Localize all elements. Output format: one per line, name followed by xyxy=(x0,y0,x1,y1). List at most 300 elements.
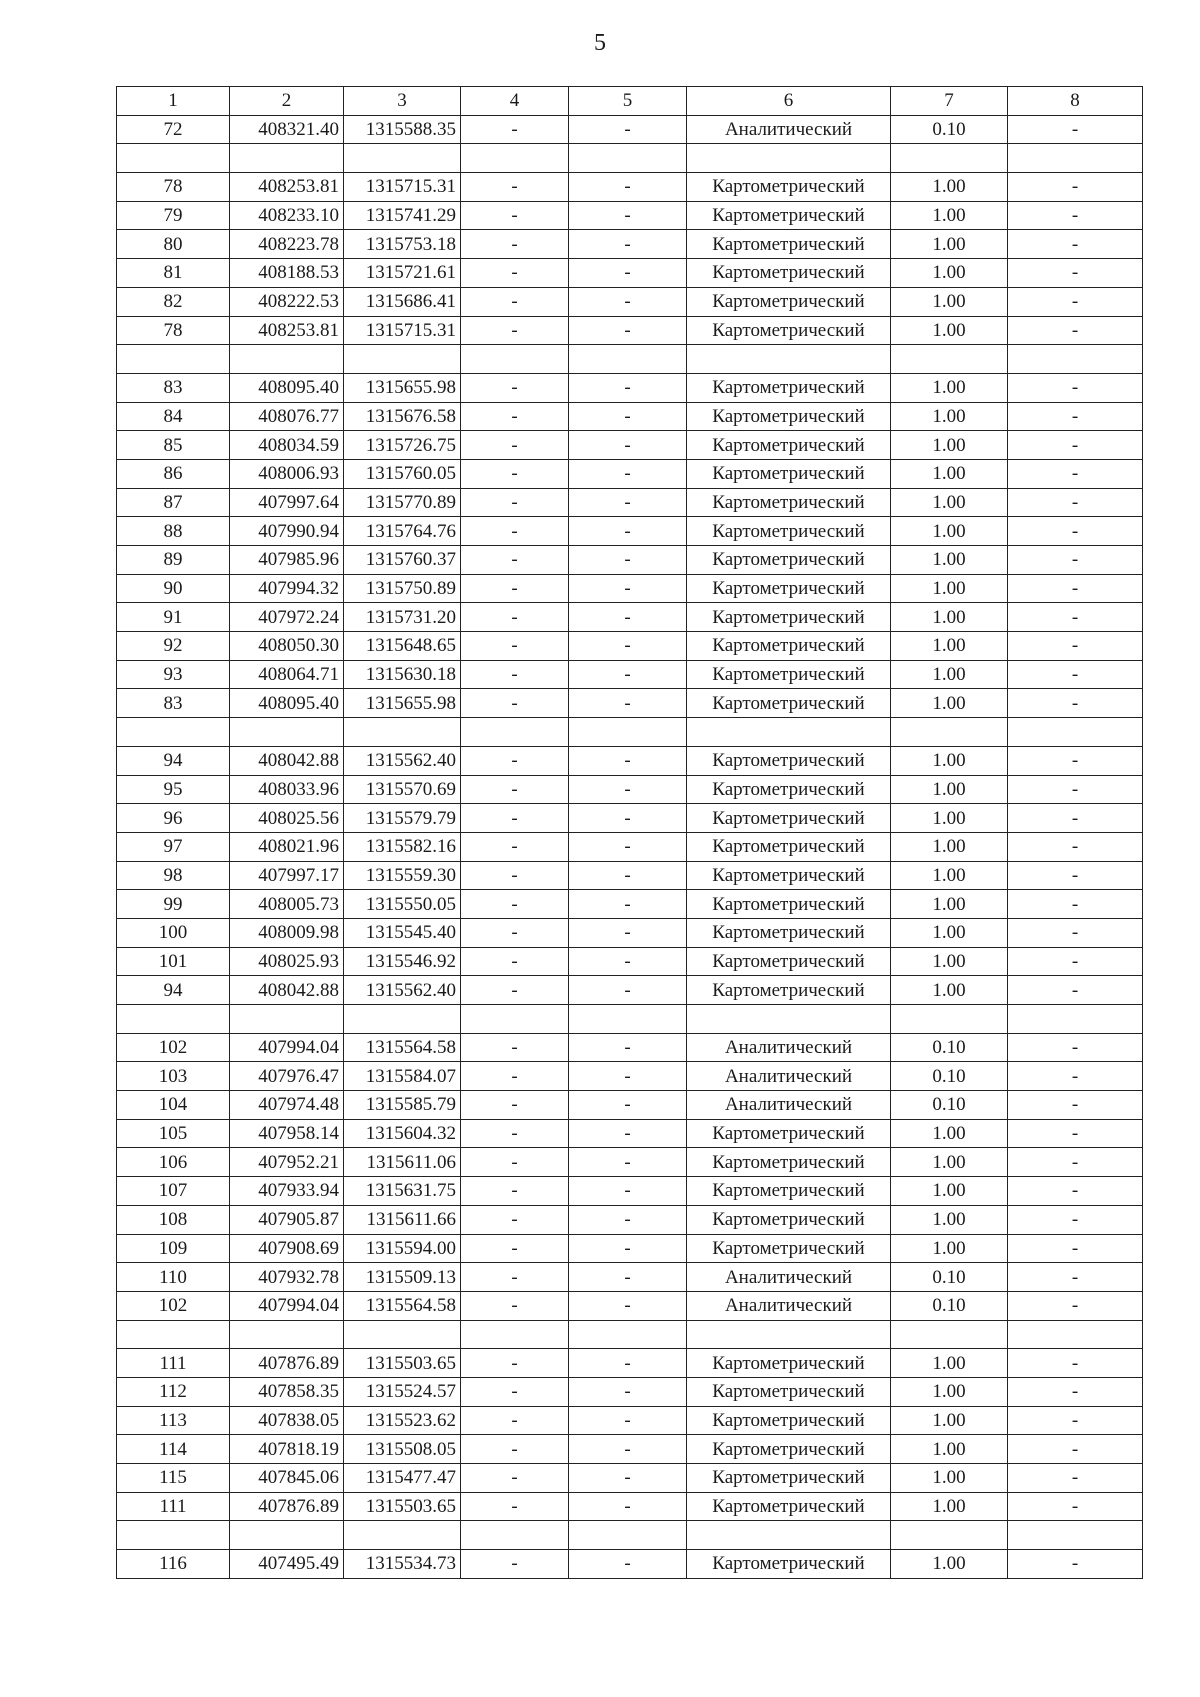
accuracy-cell: 1.00 xyxy=(891,947,1008,976)
point-number-cell: 112 xyxy=(117,1377,230,1406)
accuracy-cell: 1.00 xyxy=(891,259,1008,288)
x-coordinate-cell: 408253.81 xyxy=(230,316,344,345)
col5-cell: - xyxy=(569,1205,687,1234)
col5-cell: - xyxy=(569,1033,687,1062)
empty-cell xyxy=(1008,1005,1143,1034)
x-coordinate-cell: 408009.98 xyxy=(230,918,344,947)
col4-cell: - xyxy=(461,1205,569,1234)
accuracy-cell: 1.00 xyxy=(891,1377,1008,1406)
table-row xyxy=(117,1377,1143,1406)
col5-cell: - xyxy=(569,1349,687,1378)
accuracy-cell: 1.00 xyxy=(891,1349,1008,1378)
col4-cell: - xyxy=(461,230,569,259)
method-cell: Картометрический xyxy=(687,746,891,775)
x-coordinate-cell: 408042.88 xyxy=(230,746,344,775)
method-cell: Картометрический xyxy=(687,603,891,632)
method-cell: Картометрический xyxy=(687,230,891,259)
col4-cell: - xyxy=(461,1349,569,1378)
x-coordinate-cell: 408025.56 xyxy=(230,804,344,833)
x-coordinate-cell: 407994.04 xyxy=(230,1033,344,1062)
col5-cell: - xyxy=(569,230,687,259)
table-row xyxy=(117,890,1143,919)
point-number-cell: 79 xyxy=(117,201,230,230)
empty-cell xyxy=(687,1521,891,1550)
col4-cell: - xyxy=(461,746,569,775)
col8-cell: - xyxy=(1008,1377,1143,1406)
table-row xyxy=(117,488,1143,517)
separator-row xyxy=(117,345,1143,374)
method-cell: Картометрический xyxy=(687,1234,891,1263)
col5-cell: - xyxy=(569,517,687,546)
table-row xyxy=(117,1205,1143,1234)
empty-cell xyxy=(117,1320,230,1349)
x-coordinate-cell: 407997.17 xyxy=(230,861,344,890)
x-coordinate-cell: 408025.93 xyxy=(230,947,344,976)
point-number-cell: 110 xyxy=(117,1263,230,1292)
method-cell: Картометрический xyxy=(687,1377,891,1406)
point-number-cell: 91 xyxy=(117,603,230,632)
x-coordinate-cell: 407876.89 xyxy=(230,1492,344,1521)
y-coordinate-cell: 1315631.75 xyxy=(344,1177,461,1206)
method-cell: Картометрический xyxy=(687,173,891,202)
table-row xyxy=(117,316,1143,345)
empty-cell xyxy=(891,1005,1008,1034)
point-number-cell: 92 xyxy=(117,632,230,661)
header-cell: 7 xyxy=(891,87,1008,116)
x-coordinate-cell: 407818.19 xyxy=(230,1435,344,1464)
accuracy-cell: 1.00 xyxy=(891,804,1008,833)
y-coordinate-cell: 1315594.00 xyxy=(344,1234,461,1263)
col5-cell: - xyxy=(569,1291,687,1320)
accuracy-cell: 1.00 xyxy=(891,689,1008,718)
col4-cell: - xyxy=(461,1550,569,1579)
col8-cell: - xyxy=(1008,1550,1143,1579)
empty-cell xyxy=(461,144,569,173)
y-coordinate-cell: 1315764.76 xyxy=(344,517,461,546)
col5-cell: - xyxy=(569,115,687,144)
empty-cell xyxy=(891,1521,1008,1550)
empty-cell xyxy=(891,1320,1008,1349)
accuracy-cell: 1.00 xyxy=(891,632,1008,661)
col4-cell: - xyxy=(461,1119,569,1148)
table-row xyxy=(117,632,1143,661)
point-number-cell: 78 xyxy=(117,316,230,345)
empty-cell xyxy=(461,1320,569,1349)
accuracy-cell: 1.00 xyxy=(891,603,1008,632)
point-number-cell: 103 xyxy=(117,1062,230,1091)
method-cell: Картометрический xyxy=(687,287,891,316)
x-coordinate-cell: 408188.53 xyxy=(230,259,344,288)
point-number-cell: 98 xyxy=(117,861,230,890)
empty-cell xyxy=(891,718,1008,747)
col4-cell: - xyxy=(461,1377,569,1406)
header-cell: 5 xyxy=(569,87,687,116)
y-coordinate-cell: 1315611.06 xyxy=(344,1148,461,1177)
point-number-cell: 95 xyxy=(117,775,230,804)
col8-cell: - xyxy=(1008,603,1143,632)
method-cell: Аналитический xyxy=(687,1291,891,1320)
y-coordinate-cell: 1315676.58 xyxy=(344,402,461,431)
x-coordinate-cell: 408021.96 xyxy=(230,832,344,861)
accuracy-cell: 1.00 xyxy=(891,746,1008,775)
method-cell: Картометрический xyxy=(687,574,891,603)
empty-cell xyxy=(461,718,569,747)
method-cell: Картометрический xyxy=(687,890,891,919)
point-number-cell: 85 xyxy=(117,431,230,460)
col4-cell: - xyxy=(461,546,569,575)
page-number: 5 xyxy=(594,30,606,56)
x-coordinate-cell: 407994.04 xyxy=(230,1291,344,1320)
col5-cell: - xyxy=(569,173,687,202)
y-coordinate-cell: 1315721.61 xyxy=(344,259,461,288)
col8-cell: - xyxy=(1008,488,1143,517)
table-row xyxy=(117,1119,1143,1148)
col8-cell: - xyxy=(1008,746,1143,775)
col4-cell: - xyxy=(461,804,569,833)
table-row xyxy=(117,1263,1143,1292)
col4-cell: - xyxy=(461,1062,569,1091)
point-number-cell: 100 xyxy=(117,918,230,947)
table-row xyxy=(117,1464,1143,1493)
table-row xyxy=(117,230,1143,259)
y-coordinate-cell: 1315604.32 xyxy=(344,1119,461,1148)
y-coordinate-cell: 1315588.35 xyxy=(344,115,461,144)
x-coordinate-cell: 408233.10 xyxy=(230,201,344,230)
point-number-cell: 83 xyxy=(117,373,230,402)
table-row xyxy=(117,976,1143,1005)
table-row xyxy=(117,1234,1143,1263)
method-cell: Картометрический xyxy=(687,918,891,947)
col8-cell: - xyxy=(1008,1119,1143,1148)
col4-cell: - xyxy=(461,316,569,345)
col5-cell: - xyxy=(569,1406,687,1435)
accuracy-cell: 1.00 xyxy=(891,1177,1008,1206)
table-row xyxy=(117,1435,1143,1464)
col8-cell: - xyxy=(1008,574,1143,603)
point-number-cell: 86 xyxy=(117,459,230,488)
col8-cell: - xyxy=(1008,1234,1143,1263)
empty-cell xyxy=(117,1521,230,1550)
x-coordinate-cell: 408050.30 xyxy=(230,632,344,661)
col8-cell: - xyxy=(1008,689,1143,718)
empty-cell xyxy=(230,1005,344,1034)
point-number-cell: 93 xyxy=(117,660,230,689)
method-cell: Картометрический xyxy=(687,947,891,976)
accuracy-cell: 1.00 xyxy=(891,173,1008,202)
col5-cell: - xyxy=(569,746,687,775)
col4-cell: - xyxy=(461,976,569,1005)
col4-cell: - xyxy=(461,1464,569,1493)
point-number-cell: 108 xyxy=(117,1205,230,1234)
empty-cell xyxy=(461,1521,569,1550)
col5-cell: - xyxy=(569,1119,687,1148)
col4-cell: - xyxy=(461,1033,569,1062)
table-row xyxy=(117,1148,1143,1177)
table-row xyxy=(117,689,1143,718)
table-row xyxy=(117,201,1143,230)
method-cell: Картометрический xyxy=(687,1349,891,1378)
col5-cell: - xyxy=(569,660,687,689)
accuracy-cell: 1.00 xyxy=(891,230,1008,259)
point-number-cell: 115 xyxy=(117,1464,230,1493)
col4-cell: - xyxy=(461,689,569,718)
separator-row xyxy=(117,144,1143,173)
col8-cell: - xyxy=(1008,201,1143,230)
x-coordinate-cell: 407905.87 xyxy=(230,1205,344,1234)
point-number-cell: 89 xyxy=(117,546,230,575)
point-number-cell: 113 xyxy=(117,1406,230,1435)
method-cell: Аналитический xyxy=(687,1263,891,1292)
col8-cell: - xyxy=(1008,316,1143,345)
col5-cell: - xyxy=(569,574,687,603)
table-row xyxy=(117,746,1143,775)
accuracy-cell: 1.00 xyxy=(891,1464,1008,1493)
x-coordinate-cell: 407495.49 xyxy=(230,1550,344,1579)
x-coordinate-cell: 407990.94 xyxy=(230,517,344,546)
col4-cell: - xyxy=(461,459,569,488)
col4-cell: - xyxy=(461,201,569,230)
accuracy-cell: 1.00 xyxy=(891,431,1008,460)
method-cell: Аналитический xyxy=(687,115,891,144)
x-coordinate-cell: 408006.93 xyxy=(230,459,344,488)
point-number-cell: 94 xyxy=(117,746,230,775)
x-coordinate-cell: 408321.40 xyxy=(230,115,344,144)
x-coordinate-cell: 408095.40 xyxy=(230,689,344,718)
col5-cell: - xyxy=(569,259,687,288)
col4-cell: - xyxy=(461,287,569,316)
y-coordinate-cell: 1315477.47 xyxy=(344,1464,461,1493)
col8-cell: - xyxy=(1008,1263,1143,1292)
y-coordinate-cell: 1315726.75 xyxy=(344,431,461,460)
empty-cell xyxy=(687,1005,891,1034)
col8-cell: - xyxy=(1008,373,1143,402)
x-coordinate-cell: 408033.96 xyxy=(230,775,344,804)
accuracy-cell: 0.10 xyxy=(891,1091,1008,1120)
accuracy-cell: 1.00 xyxy=(891,1492,1008,1521)
table-row xyxy=(117,517,1143,546)
col5-cell: - xyxy=(569,632,687,661)
empty-cell xyxy=(891,144,1008,173)
col4-cell: - xyxy=(461,603,569,632)
empty-cell xyxy=(569,1005,687,1034)
accuracy-cell: 1.00 xyxy=(891,373,1008,402)
table-row xyxy=(117,1349,1143,1378)
col5-cell: - xyxy=(569,861,687,890)
accuracy-cell: 1.00 xyxy=(891,1148,1008,1177)
y-coordinate-cell: 1315503.65 xyxy=(344,1492,461,1521)
y-coordinate-cell: 1315753.18 xyxy=(344,230,461,259)
col8-cell: - xyxy=(1008,1435,1143,1464)
point-number-cell: 83 xyxy=(117,689,230,718)
accuracy-cell: 1.00 xyxy=(891,316,1008,345)
y-coordinate-cell: 1315655.98 xyxy=(344,373,461,402)
method-cell: Картометрический xyxy=(687,488,891,517)
method-cell: Картометрический xyxy=(687,1464,891,1493)
empty-cell xyxy=(230,345,344,374)
col8-cell: - xyxy=(1008,890,1143,919)
table-row xyxy=(117,173,1143,202)
y-coordinate-cell: 1315655.98 xyxy=(344,689,461,718)
table-row xyxy=(117,1492,1143,1521)
point-number-cell: 87 xyxy=(117,488,230,517)
header-cell: 6 xyxy=(687,87,891,116)
empty-cell xyxy=(344,718,461,747)
empty-cell xyxy=(344,1320,461,1349)
point-number-cell: 107 xyxy=(117,1177,230,1206)
table-row xyxy=(117,1406,1143,1435)
empty-cell xyxy=(569,345,687,374)
col4-cell: - xyxy=(461,574,569,603)
method-cell: Аналитический xyxy=(687,1091,891,1120)
table-row xyxy=(117,775,1143,804)
point-number-cell: 90 xyxy=(117,574,230,603)
method-cell: Картометрический xyxy=(687,402,891,431)
col5-cell: - xyxy=(569,689,687,718)
point-number-cell: 101 xyxy=(117,947,230,976)
x-coordinate-cell: 407858.35 xyxy=(230,1377,344,1406)
separator-row xyxy=(117,1521,1143,1550)
y-coordinate-cell: 1315584.07 xyxy=(344,1062,461,1091)
col5-cell: - xyxy=(569,1377,687,1406)
col5-cell: - xyxy=(569,402,687,431)
table-row xyxy=(117,1291,1143,1320)
col8-cell: - xyxy=(1008,832,1143,861)
col5-cell: - xyxy=(569,488,687,517)
col4-cell: - xyxy=(461,402,569,431)
col4-cell: - xyxy=(461,1148,569,1177)
accuracy-cell: 0.10 xyxy=(891,1033,1008,1062)
method-cell: Картометрический xyxy=(687,517,891,546)
accuracy-cell: 1.00 xyxy=(891,459,1008,488)
x-coordinate-cell: 408223.78 xyxy=(230,230,344,259)
method-cell: Картометрический xyxy=(687,861,891,890)
col8-cell: - xyxy=(1008,804,1143,833)
table-row xyxy=(117,1550,1143,1579)
y-coordinate-cell: 1315546.92 xyxy=(344,947,461,976)
table-row xyxy=(117,861,1143,890)
method-cell: Картометрический xyxy=(687,459,891,488)
y-coordinate-cell: 1315648.65 xyxy=(344,632,461,661)
x-coordinate-cell: 407972.24 xyxy=(230,603,344,632)
col5-cell: - xyxy=(569,316,687,345)
table-header-row xyxy=(117,87,1143,116)
x-coordinate-cell: 408222.53 xyxy=(230,287,344,316)
col4-cell: - xyxy=(461,1091,569,1120)
empty-cell xyxy=(344,144,461,173)
col4-cell: - xyxy=(461,259,569,288)
y-coordinate-cell: 1315585.79 xyxy=(344,1091,461,1120)
col4-cell: - xyxy=(461,1406,569,1435)
y-coordinate-cell: 1315508.05 xyxy=(344,1435,461,1464)
point-number-cell: 81 xyxy=(117,259,230,288)
table-row xyxy=(117,1062,1143,1091)
col5-cell: - xyxy=(569,976,687,1005)
empty-cell xyxy=(461,1005,569,1034)
table-row xyxy=(117,574,1143,603)
method-cell: Картометрический xyxy=(687,373,891,402)
x-coordinate-cell: 407933.94 xyxy=(230,1177,344,1206)
y-coordinate-cell: 1315715.31 xyxy=(344,173,461,202)
empty-cell xyxy=(117,345,230,374)
y-coordinate-cell: 1315770.89 xyxy=(344,488,461,517)
method-cell: Аналитический xyxy=(687,1033,891,1062)
col5-cell: - xyxy=(569,1263,687,1292)
x-coordinate-cell: 407932.78 xyxy=(230,1263,344,1292)
point-number-cell: 80 xyxy=(117,230,230,259)
col8-cell: - xyxy=(1008,259,1143,288)
accuracy-cell: 1.00 xyxy=(891,546,1008,575)
point-number-cell: 94 xyxy=(117,976,230,1005)
col4-cell: - xyxy=(461,1263,569,1292)
col4-cell: - xyxy=(461,1291,569,1320)
col4-cell: - xyxy=(461,890,569,919)
accuracy-cell: 1.00 xyxy=(891,1406,1008,1435)
table-row xyxy=(117,259,1143,288)
col8-cell: - xyxy=(1008,1033,1143,1062)
accuracy-cell: 1.00 xyxy=(891,976,1008,1005)
x-coordinate-cell: 407838.05 xyxy=(230,1406,344,1435)
method-cell: Картометрический xyxy=(687,431,891,460)
method-cell: Картометрический xyxy=(687,976,891,1005)
col4-cell: - xyxy=(461,1492,569,1521)
col5-cell: - xyxy=(569,201,687,230)
header-cell: 2 xyxy=(230,87,344,116)
method-cell: Картометрический xyxy=(687,1177,891,1206)
accuracy-cell: 0.10 xyxy=(891,1291,1008,1320)
empty-cell xyxy=(230,1320,344,1349)
accuracy-cell: 1.00 xyxy=(891,488,1008,517)
method-cell: Картометрический xyxy=(687,832,891,861)
y-coordinate-cell: 1315582.16 xyxy=(344,832,461,861)
method-cell: Картометрический xyxy=(687,689,891,718)
col8-cell: - xyxy=(1008,230,1143,259)
point-number-cell: 96 xyxy=(117,804,230,833)
y-coordinate-cell: 1315564.58 xyxy=(344,1291,461,1320)
empty-cell xyxy=(687,345,891,374)
header-cell: 3 xyxy=(344,87,461,116)
empty-cell xyxy=(230,718,344,747)
col8-cell: - xyxy=(1008,1406,1143,1435)
point-number-cell: 102 xyxy=(117,1291,230,1320)
point-number-cell: 84 xyxy=(117,402,230,431)
accuracy-cell: 1.00 xyxy=(891,517,1008,546)
col5-cell: - xyxy=(569,546,687,575)
col8-cell: - xyxy=(1008,1464,1143,1493)
x-coordinate-cell: 407974.48 xyxy=(230,1091,344,1120)
col4-cell: - xyxy=(461,431,569,460)
x-coordinate-cell: 407952.21 xyxy=(230,1148,344,1177)
empty-cell xyxy=(1008,144,1143,173)
y-coordinate-cell: 1315611.66 xyxy=(344,1205,461,1234)
col8-cell: - xyxy=(1008,1205,1143,1234)
table-row xyxy=(117,660,1143,689)
y-coordinate-cell: 1315523.62 xyxy=(344,1406,461,1435)
empty-cell xyxy=(569,1320,687,1349)
col8-cell: - xyxy=(1008,1349,1143,1378)
y-coordinate-cell: 1315503.65 xyxy=(344,1349,461,1378)
method-cell: Аналитический xyxy=(687,1062,891,1091)
col8-cell: - xyxy=(1008,861,1143,890)
table-row xyxy=(117,459,1143,488)
point-number-cell: 104 xyxy=(117,1091,230,1120)
accuracy-cell: 1.00 xyxy=(891,861,1008,890)
table-row xyxy=(117,1033,1143,1062)
col8-cell: - xyxy=(1008,976,1143,1005)
method-cell: Картометрический xyxy=(687,804,891,833)
table-row xyxy=(117,431,1143,460)
method-cell: Картометрический xyxy=(687,259,891,288)
y-coordinate-cell: 1315741.29 xyxy=(344,201,461,230)
